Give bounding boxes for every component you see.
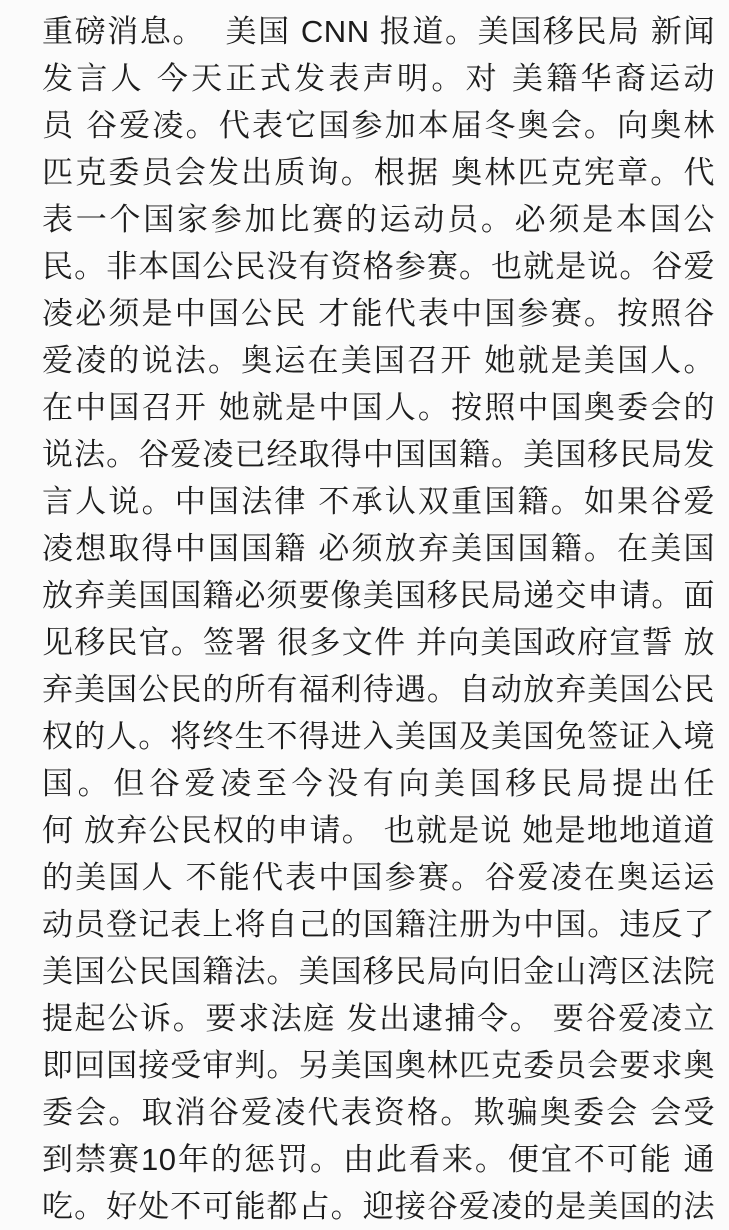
text-line: 发言人 今天正式发表声明。对 美籍华裔运动 bbox=[42, 61, 715, 96]
text-line: 员 谷爱凌。代表它国参加本届冬奥会。向奥林 bbox=[42, 108, 715, 143]
text-line: 到禁赛10年的惩罚。由此看来。便宜不可能 通 bbox=[42, 1142, 715, 1177]
text-line: 说法。谷爱凌已经取得中国国籍。美国移民局发 bbox=[42, 437, 715, 472]
text-line: 即回国接受审判。另美国奥林匹克委员会要求奥 bbox=[42, 1048, 715, 1083]
text-line: 美国公民国籍法。美国移民局向旧金山湾区法院 bbox=[42, 954, 715, 989]
text-line: 爱凌的说法。奥运在美国召开 她就是美国人。 bbox=[42, 343, 715, 378]
text-line: 委会。取消谷爱凌代表资格。欺骗奥委会 会受 bbox=[42, 1095, 715, 1130]
text-line: 见移民官。签署 很多文件 并向美国政府宣誓 放 bbox=[42, 625, 715, 660]
text-line: 权的人。将终生不得进入美国及美国免签证入境 bbox=[42, 719, 715, 754]
text-line: 的美国人 不能代表中国参赛。谷爱凌在奥运运 bbox=[42, 860, 715, 895]
text-line: 弃美国公民的所有福利待遇。自动放弃美国公民 bbox=[42, 672, 715, 707]
text-line: 在中国召开 她就是中国人。按照中国奥委会的 bbox=[42, 390, 715, 425]
text-line: 放弃美国国籍必须要像美国移民局递交申请。面 bbox=[42, 578, 715, 613]
text-line: 动员登记表上将自己的国籍注册为中国。违反了 bbox=[42, 907, 715, 942]
text-line: 凌想取得中国国籍 必须放弃美国国籍。在美国 bbox=[42, 531, 715, 566]
text-line: 吃。好处不可能都占。迎接谷爱凌的是美国的法 bbox=[42, 1189, 715, 1224]
text-line: 提起公诉。要求法庭 发出逮捕令。 要谷爱凌立 bbox=[42, 1001, 715, 1036]
text-line: 言人说。中国法律 不承认双重国籍。如果谷爱 bbox=[42, 484, 715, 519]
text-block bbox=[42, 8, 715, 1230]
text-line: 何 放弃公民权的申请。 也就是说 她是地地道道 bbox=[42, 813, 715, 848]
text-line: 重磅消息。 美国 CNN 报道。美国移民局 新闻 bbox=[42, 14, 715, 49]
text-line: 民。非本国公民没有资格参赛。也就是说。谷爱 bbox=[42, 249, 715, 284]
text-line: 匹克委员会发出质询。根据 奥林匹克宪章。代 bbox=[42, 155, 715, 190]
text-line: 表一个国家参加比赛的运动员。必须是本国公 bbox=[42, 202, 715, 237]
text-line: 凌必须是中国公民 才能代表中国参赛。按照谷 bbox=[42, 296, 715, 331]
text-line: 国。但谷爱凌至今没有向美国移民局提出任 bbox=[42, 766, 715, 801]
